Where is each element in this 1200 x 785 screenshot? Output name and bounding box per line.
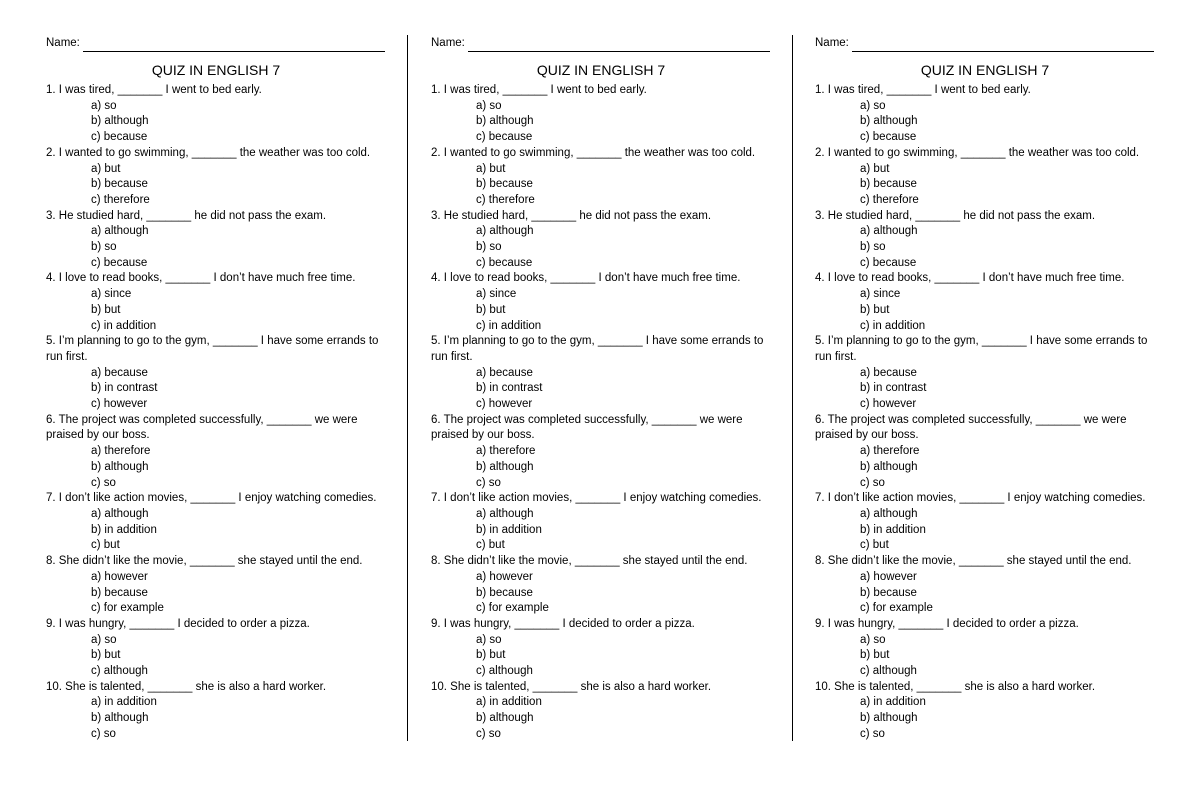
question-text: 4. I love to read books, _______ I don’t have much free time. bbox=[46, 272, 356, 285]
name-row bbox=[815, 36, 1155, 52]
answer-option: b) but bbox=[476, 649, 506, 662]
answer-option: c) so bbox=[91, 727, 116, 740]
answer-option: a) so bbox=[476, 99, 502, 112]
answer-option: a) since bbox=[91, 288, 132, 301]
answer-option: b) in addition bbox=[476, 523, 542, 536]
answer-option: c) however bbox=[476, 398, 533, 411]
name-blank-line bbox=[468, 40, 770, 52]
quiz-title: QUIZ IN ENGLISH 7 bbox=[151, 62, 281, 78]
answer-option: c) so bbox=[860, 476, 885, 489]
answer-option: a) therefore bbox=[476, 445, 536, 458]
answer-option: c) in addition bbox=[860, 319, 926, 332]
question-text: 6. The project was completed successfully, _______ we were praised by our boss. bbox=[431, 413, 743, 442]
answer-option: b) because bbox=[91, 178, 148, 191]
answer-option: a) although bbox=[860, 225, 918, 238]
answer-option: b) in addition bbox=[91, 523, 157, 536]
answer-option: a) since bbox=[476, 288, 517, 301]
question-text: 6. The project was completed successfully, _______ we were praised by our boss. bbox=[815, 413, 1127, 442]
answer-option: b) although bbox=[476, 460, 534, 473]
question-text: 5. I’m planning to go to the gym, _______ I have some errands to run first. bbox=[431, 335, 764, 363]
answer-option: b) so bbox=[476, 241, 502, 254]
question-text: 9. I was hungry, _______ I decided to order a pizza. bbox=[46, 617, 310, 630]
name-label: Name: bbox=[46, 37, 80, 50]
question-text: 7. I don’t like action movies, _______ I enjoy watching comedies. bbox=[815, 492, 1146, 505]
answer-option: b) because bbox=[476, 586, 533, 599]
answer-option: c) so bbox=[476, 727, 501, 740]
answer-option: b) although bbox=[860, 115, 918, 128]
answer-option: b) because bbox=[860, 586, 917, 599]
answer-option: c) because bbox=[476, 256, 533, 269]
quiz-copy-3 bbox=[815, 36, 1155, 743]
quiz-title: QUIZ IN ENGLISH 7 bbox=[536, 62, 666, 78]
answer-option: b) although bbox=[476, 115, 534, 128]
answer-option: c) however bbox=[860, 398, 917, 411]
answer-option: a) since bbox=[860, 288, 901, 301]
question-text: 3. He studied hard, _______ he did not pass the exam. bbox=[815, 209, 1096, 222]
question-text: 4. I love to read books, _______ I don’t have much free time. bbox=[431, 272, 741, 285]
question-text: 9. I was hungry, _______ I decided to order a pizza. bbox=[431, 617, 695, 630]
answer-option: a) because bbox=[860, 366, 917, 379]
answer-option: a) so bbox=[476, 633, 502, 646]
answer-option: c) for example bbox=[476, 602, 549, 615]
quiz-copy-2 bbox=[431, 36, 771, 743]
question-text: 2. I wanted to go swimming, _______ the weather was too cold. bbox=[46, 146, 371, 159]
answer-option: a) although bbox=[476, 225, 534, 238]
question-text: 8. She didn’t like the movie, _______ she stayed until the end. bbox=[431, 555, 748, 568]
answer-option: a) so bbox=[860, 99, 886, 112]
answer-option: a) however bbox=[476, 570, 533, 583]
question-text: 6. The project was completed successfully, _______ we were praised by our boss. bbox=[46, 413, 358, 442]
answer-option: c) because bbox=[476, 131, 533, 144]
column-divider bbox=[792, 35, 793, 741]
answer-option: b) but bbox=[476, 303, 506, 316]
answer-option: c) therefore bbox=[91, 193, 150, 206]
answer-option: c) although bbox=[476, 665, 533, 678]
answer-option: c) because bbox=[860, 256, 917, 269]
question-text: 2. I wanted to go swimming, _______ the weather was too cold. bbox=[815, 146, 1140, 159]
answer-option: b) in contrast bbox=[91, 382, 158, 395]
answer-option: b) but bbox=[860, 303, 890, 316]
quiz-copy-1 bbox=[46, 36, 386, 743]
answer-option: b) in addition bbox=[860, 523, 926, 536]
answer-option: b) but bbox=[91, 649, 121, 662]
answer-option: a) so bbox=[91, 99, 117, 112]
question-text: 5. I’m planning to go to the gym, _______ I have some errands to run first. bbox=[46, 335, 379, 363]
answer-option: c) so bbox=[860, 727, 885, 740]
answer-option: c) because bbox=[860, 131, 917, 144]
answer-option: b) although bbox=[860, 712, 918, 725]
answer-option: a) but bbox=[91, 162, 121, 175]
answer-option: a) but bbox=[860, 162, 890, 175]
name-label: Name: bbox=[431, 37, 465, 50]
name-row bbox=[431, 36, 771, 52]
answer-option: a) but bbox=[476, 162, 506, 175]
question-text: 3. He studied hard, _______ he did not pass the exam. bbox=[46, 209, 327, 222]
answer-option: c) for example bbox=[91, 602, 164, 615]
answer-option: b) in contrast bbox=[476, 382, 543, 395]
answer-option: a) in addition bbox=[476, 696, 542, 709]
answer-option: a) therefore bbox=[91, 445, 151, 458]
answer-option: c) therefore bbox=[476, 193, 535, 206]
answer-option: c) in addition bbox=[91, 319, 157, 332]
question-text: 1. I was tired, _______ I went to bed early. bbox=[815, 84, 1031, 96]
answer-option: a) although bbox=[476, 507, 534, 520]
question-text: 9. I was hungry, _______ I decided to order a pizza. bbox=[815, 617, 1079, 630]
answer-option: a) therefore bbox=[860, 445, 920, 458]
question-text: 1. I was tired, _______ I went to bed early. bbox=[431, 84, 647, 96]
answer-option: b) so bbox=[860, 241, 886, 254]
answer-option: b) because bbox=[860, 178, 917, 191]
answer-option: a) although bbox=[91, 225, 149, 238]
question-text: 5. I’m planning to go to the gym, _______ I have some errands to run first. bbox=[815, 335, 1148, 363]
answer-option: c) but bbox=[91, 539, 120, 552]
name-label: Name: bbox=[815, 37, 849, 50]
answer-option: c) although bbox=[860, 665, 917, 678]
answer-option: b) although bbox=[91, 712, 149, 725]
answer-option: c) because bbox=[91, 256, 148, 269]
question-text: 7. I don’t like action movies, _______ I enjoy watching comedies. bbox=[46, 492, 377, 505]
name-blank-line bbox=[852, 40, 1154, 52]
answer-option: c) but bbox=[860, 539, 889, 552]
question-text: 3. He studied hard, _______ he did not pass the exam. bbox=[431, 209, 712, 222]
question-text: 8. She didn’t like the movie, _______ she stayed until the end. bbox=[815, 555, 1132, 568]
answer-option: a) because bbox=[91, 366, 148, 379]
answer-option: c) therefore bbox=[860, 193, 919, 206]
answer-option: a) so bbox=[91, 633, 117, 646]
answer-option: b) because bbox=[91, 586, 148, 599]
question-text: 4. I love to read books, _______ I don’t have much free time. bbox=[815, 272, 1125, 285]
answer-option: a) however bbox=[91, 570, 148, 583]
answer-option: a) although bbox=[91, 507, 149, 520]
answer-option: c) for example bbox=[860, 602, 933, 615]
answer-option: c) so bbox=[91, 476, 116, 489]
question-text: 10. She is talented, _______ she is also a hard worker. bbox=[815, 680, 1096, 693]
answer-option: a) so bbox=[860, 633, 886, 646]
answer-option: c) in addition bbox=[476, 319, 542, 332]
answer-option: c) however bbox=[91, 398, 148, 411]
quiz-title: QUIZ IN ENGLISH 7 bbox=[920, 62, 1050, 78]
answer-option: b) although bbox=[91, 460, 149, 473]
answer-option: c) but bbox=[476, 539, 505, 552]
answer-option: b) because bbox=[476, 178, 533, 191]
question-text: 1. I was tired, _______ I went to bed early. bbox=[46, 84, 262, 96]
column-divider bbox=[407, 35, 408, 741]
question-text: 10. She is talented, _______ she is also a hard worker. bbox=[431, 680, 712, 693]
answer-option: b) but bbox=[860, 649, 890, 662]
answer-option: a) in addition bbox=[91, 696, 157, 709]
answer-option: c) although bbox=[91, 665, 148, 678]
answer-option: c) because bbox=[91, 131, 148, 144]
answer-option: a) however bbox=[860, 570, 917, 583]
answer-option: b) in contrast bbox=[860, 382, 927, 395]
answer-option: b) although bbox=[476, 712, 534, 725]
question-text: 2. I wanted to go swimming, _______ the weather was too cold. bbox=[431, 146, 756, 159]
name-blank-line bbox=[83, 40, 385, 52]
question-text: 7. I don’t like action movies, _______ I enjoy watching comedies. bbox=[431, 492, 762, 505]
answer-option: c) so bbox=[476, 476, 501, 489]
question-text: 10. She is talented, _______ she is also a hard worker. bbox=[46, 680, 327, 693]
answer-option: a) in addition bbox=[860, 696, 926, 709]
answer-option: b) but bbox=[91, 303, 121, 316]
answer-option: b) so bbox=[91, 241, 117, 254]
answer-option: b) although bbox=[91, 115, 149, 128]
question-text: 8. She didn’t like the movie, _______ she stayed until the end. bbox=[46, 555, 363, 568]
name-row bbox=[46, 36, 386, 52]
answer-option: b) although bbox=[860, 460, 918, 473]
answer-option: a) because bbox=[476, 366, 533, 379]
answer-option: a) although bbox=[860, 507, 918, 520]
